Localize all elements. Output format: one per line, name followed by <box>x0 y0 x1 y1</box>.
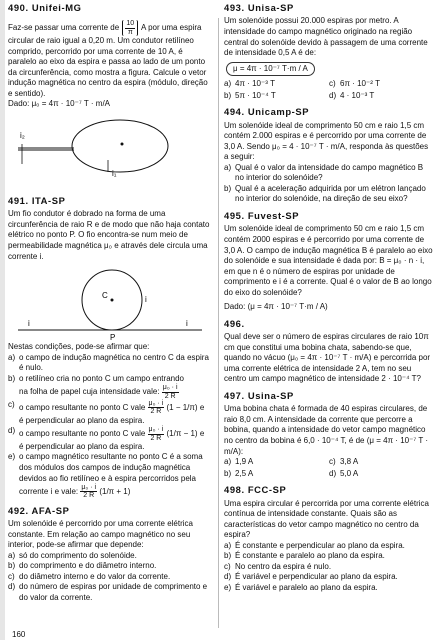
question-body: Um solenóide ideal de comprimento 50 cm e raio 1,5 cm contém 2000 espiras e é percorrido por uma corrente de 3,0 A. O campo de indução magnética B é paralelo ao eixo do solenóide e sua intensidade é dada por: B = μ₀ · n · i, em que n é o número de espiras por unidade de comprimento e i é a corrente. Qual é o valor de B ao longo do eixo do solenóide? <box>224 224 433 297</box>
option-b: b) 5π · 10⁻⁴ T <box>224 90 276 100</box>
current-label-i2: i₂ <box>20 130 25 140</box>
option-e: e) É variável e paralelo ao plano da espira. <box>224 582 378 592</box>
question-body: Qual deve ser o número de espiras circulares de raio 10π cm que constitui uma bobina chata, sabendo-se que, quando no vácuo (μ₀ = 4π · 10⁻⁷ T · m/A) e percorrida por uma corrente elétrica de intensidade 2 A, tem no seu centro um campo magnético de intensidade 2 · 10⁻⁴ T? <box>224 332 431 384</box>
option-b: b) É constante e paralelo ao plano da espira. <box>224 551 385 561</box>
option-e-formula: corrente i e vale: $\frac{\text{μ₀ · i}}{2 R}$ (1/π + 1) <box>19 484 131 500</box>
option-a: a) Qual é o valor da intensidade do campo magnético B no interior do solenóide? <box>224 162 424 183</box>
options <box>224 457 434 479</box>
question-title: 496. <box>224 317 245 329</box>
question-title: 494. Unicamp-SP <box>224 106 310 118</box>
question-body: Uma espira circular é percorrida por uma corrente elétrica contínua de intensidade constante. Quais são as características do vetor campo magnético no centro da espira? <box>224 498 429 540</box>
option-b: b) do comprimento e do diâmetro interno. <box>8 561 157 571</box>
option-b: b) o retilíneo cria no ponto C um campo entrando <box>8 373 184 383</box>
option-b-formula: na folha de papel cuja intensidade vale: $\frac{\text{μ₀ · i}}{2 R}$ <box>19 384 178 400</box>
option-c: c) o campo resultante no ponto C vale $\frac{\text{μ₀ · i}}{2 R}$ (1 − 1/π) e <box>8 399 205 416</box>
wire-loop-figure <box>8 114 208 190</box>
option-d: d) 5,0 A <box>329 468 359 478</box>
left-column <box>0 0 212 604</box>
option-d: d) 4 · 10⁻³ T <box>329 90 375 100</box>
label-i-loop: i <box>145 295 147 305</box>
question-495 <box>224 210 434 313</box>
label-c: C <box>102 291 108 301</box>
option-c: c) No centro da espira é nulo. <box>224 561 332 571</box>
question-492 <box>8 505 212 604</box>
question-title: 491. ITA-SP <box>8 194 66 206</box>
option-a: a) 4π · 10⁻³ T <box>224 79 275 89</box>
question-title: 497. Usina-SP <box>224 389 294 401</box>
label-p: P <box>110 333 116 343</box>
option-d: d) do número de espiras por unidade de comprimento e do valor da corrente. <box>8 582 208 602</box>
question-497 <box>224 390 434 479</box>
question-title: 498. FCC-SP <box>224 484 287 496</box>
option-b: b) Qual é a aceleração adquirida por um elétron lançado no interior do solenóide, na direção de seu eixo? <box>224 183 426 204</box>
question-title: 493. Unisa-SP <box>224 2 294 13</box>
column-divider <box>218 18 219 628</box>
question-490 <box>8 2 212 190</box>
question-491: 491. ITA-SP Um fio condutor é dobrado na forma de uma circunferência de raio R e de modo que não haja contato elétrico no ponto P. O fio encontra-se num meio de permeabilidade magnética μ₀ e através dele circula uma corrente i. C P i i i Nestas condições, pode-se afirmar que: a) o campo de indução magnética no centro C da espira é nulo. b) o retilíneo cria no ponto C um campo entrando na folha de papel cuja intensidade vale: $\frac{\text{μ₀ · i}}{2 R}$ c) o campo resultante no ponto C vale $\frac{\text{μ₀ · i}}{2 R}$ (1 − 1/π) e é perpendicular ao plano da espira. d) o campo resultante no ponto C vale $\frac{\text{μ₀ · i}}{2 R}$ (1/π − 1) e é perpendicular ao plano da espira. e) o campo magnético resultante no ponto C é a soma dos módulos dos campos de indução magnética devidos ao fio retilíneo e à espira percorridos pela corrente i e vale: $\frac{\text{μ₀ · i}}{2 R}$ (1/π + 1) <box>8 195 212 500</box>
fraction-box: $\frac{10}{\pi}$ <box>122 20 138 36</box>
given-data: Dado: μ₀ = 4π · 10⁻⁷ T · m/A <box>8 99 111 109</box>
question-title: 495. Fuvest-SP <box>224 210 300 222</box>
given-data: Dado: (μ = 4π · 10⁻⁷ T·m / A) <box>224 302 328 312</box>
center-c <box>111 299 114 302</box>
question-body: Um solenóide possui 20.000 espiras por metro. A intensidade do campo magnético originado na região central do solenóide devido à passagem de uma corrente de intensidade 0,5 A é de: <box>224 16 428 58</box>
loop-circle <box>72 120 168 172</box>
option-a: a) É constante e perpendicular ao plano da espira. <box>224 540 405 550</box>
right-column <box>224 0 434 594</box>
question-496 <box>224 318 434 385</box>
question-lead: Nestas condições, pode-se afirmar que: <box>8 342 150 352</box>
question-body: circular de raio igual a 0,20 m. Um condutor retilíneo comprido, percorrido por uma corrente de 10 A, é paralelo ao eixo da espira e passa ao lado de um ponto da circunferência, como mostra a figura. Calcule o vetor indução magnética no centro da espira (módulo, direção e sentido). <box>8 36 208 98</box>
option-c: c) 3,8 A <box>329 457 359 467</box>
given-formula: μ = 4π · 10⁻⁷ T·m / A <box>226 62 315 77</box>
question-body: Uma bobina chata é formada de 40 espiras circulares, de raio 8,0 cm. A intensidade da corrente que percorre a bobina, quando a intensidade do vetor campo magnético no centro da bobina é 6,0 · 10⁻⁴ T, é de (μ = 4π · 10⁻⁷ T · m/A): <box>224 404 429 456</box>
question-title: 492. AFA-SP <box>8 504 70 516</box>
bent-wire-figure <box>8 264 208 342</box>
current-label-i1: i₁ <box>112 168 117 178</box>
label-i-right: i <box>186 319 188 329</box>
option-c: c) 6π · 10⁻² T <box>329 79 380 89</box>
options <box>224 79 434 101</box>
option-a: a) só do comprimento do solenóide. <box>8 550 137 560</box>
label-i-left: i <box>28 319 30 329</box>
question-intro: Faz-se passar uma corrente de $\frac{10}{\pi}$ A por uma espira <box>8 20 202 36</box>
question-body: Um solenóide ideal de comprimento 50 cm e raio 1,5 cm contém 2.000 espiras e é percorrido por uma corrente de 3,0 A. Sendo μ₀ = 4 · 10⁻⁷ T · m/A, responda às questões a seguir: <box>224 120 429 162</box>
option-a: a) 1,9 A <box>224 457 254 467</box>
option-b: b) 2,5 A <box>224 468 254 478</box>
question-title: 490. Unifei-MG <box>8 2 82 13</box>
page-number: 160 <box>12 630 26 639</box>
question-493 <box>224 2 434 101</box>
option-a: a) o campo de indução magnética no centro C da espira é nulo. <box>8 352 209 373</box>
option-d: d) É variável e perpendicular ao plano da espira. <box>224 572 398 582</box>
option-d: d) o campo resultante no ponto C vale $\frac{\text{μ₀ · i}}{2 R}$ (1/π − 1) e <box>8 426 205 442</box>
option-e: e) o campo magnético resultante no ponto C é a soma dos módulos dos campos de indução magnética devidos ao fio retilíneo e à espira percorridos pela <box>8 452 203 483</box>
question-494 <box>224 106 434 205</box>
center-point <box>121 142 124 145</box>
question-body: Um solenóide é percorrido por uma corrente elétrica constante. Em relação ao campo magnético no seu interior, pode-se afirmar que depende: <box>8 519 193 550</box>
option-c: c) do diâmetro interno e do valor da corrente. <box>8 571 171 581</box>
question-body: Um fio condutor é dobrado na forma de uma circunferência de raio R e de modo que não haja contato elétrico no ponto P. O fio encontra-se num meio de permeabilidade magnética μ₀ e através dele circula uma corrente i. <box>8 209 210 261</box>
question-498 <box>224 484 434 593</box>
